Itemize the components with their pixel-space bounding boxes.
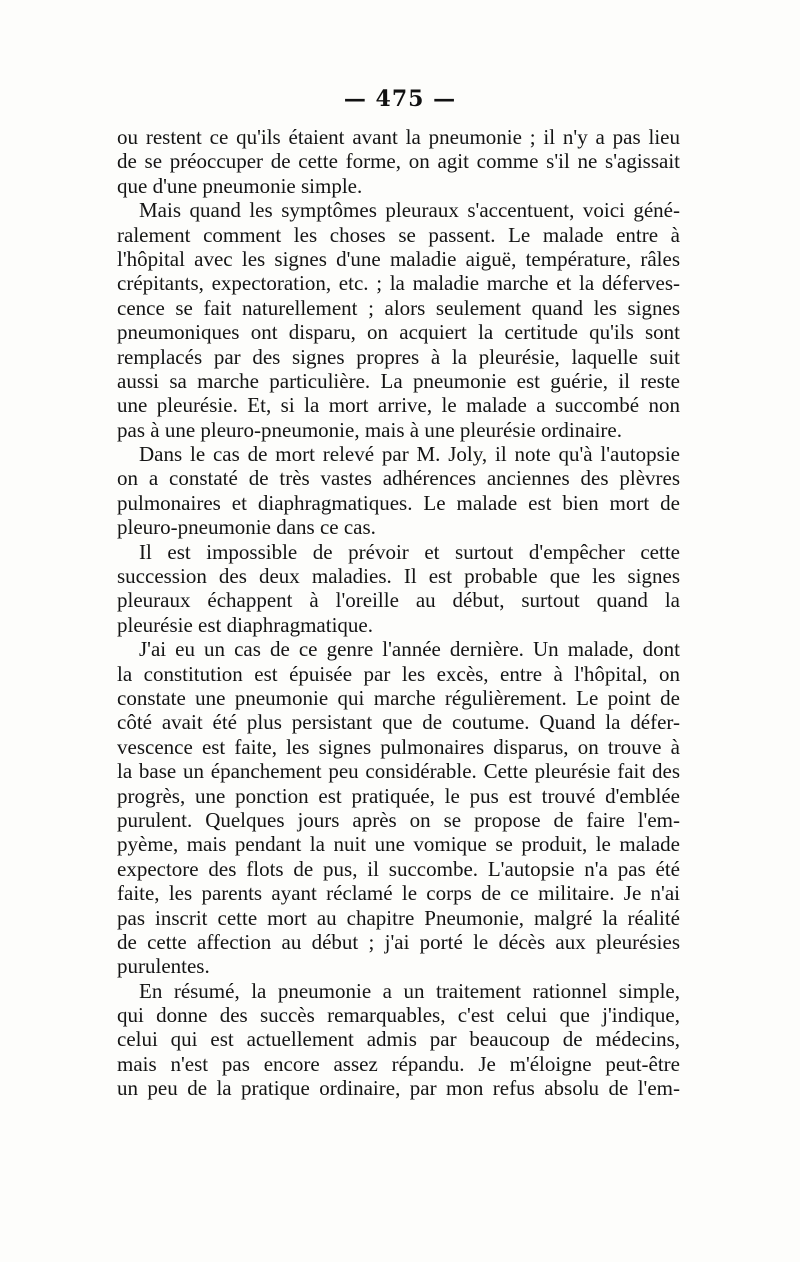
text-line: faite, les parents ayant réclamé le corps de ce militaire. Je n'ai — [117, 881, 680, 906]
text-line: constate une pneumonie qui marche régulièrement. Le point de — [117, 685, 680, 710]
text-line: pleuro-pneumonie dans ce cas. — [117, 515, 376, 540]
text-line: une pleurésie. Et, si la mort arrive, le malade a succombé non — [117, 393, 680, 418]
text-line: pyème, mais pendant la nuit une vomique se produit, le malade — [117, 832, 680, 857]
text-line: crépitants, expectoration, etc. ; la maladie marche et la déferves- — [117, 271, 680, 296]
text-line: purulent. Quelques jours après on se propose de faire l'em- — [117, 807, 680, 832]
text-line: que d'une pneumonie simple. — [117, 173, 363, 198]
text-line: En résumé, la pneumonie a un traitement rationnel simple, — [139, 978, 680, 1003]
text-line: pulmonaires et diaphragmatiques. Le malade est bien mort de — [117, 490, 680, 515]
text-line: cence se fait naturellement ; alors seulement quand les signes — [117, 295, 680, 320]
text-line: Dans le cas de mort relevé par M. Joly, il note qu'à l'autopsie — [139, 442, 680, 467]
text-line: remplacés par des signes propres à la pleurésie, laquelle suit — [117, 344, 680, 369]
text-line: purulentes. — [117, 954, 210, 979]
text-line: un peu de la pratique ordinaire, par mon refus absolu de l'em- — [117, 1076, 680, 1101]
text-line: vescence est faite, les signes pulmonaires disparus, on trouve à — [117, 734, 680, 759]
text-line: la base un épanchement peu considérable. Cette pleurésie fait des — [117, 759, 680, 784]
text-line: de cette affection au début ; j'ai porté le décès aux pleurésies — [117, 929, 680, 954]
text-line: pleuraux échappent à l'oreille au début, surtout quand la — [117, 588, 680, 613]
text-line: on a constaté de très vastes adhérences anciennes des plèvres — [117, 466, 680, 491]
text-line: mais n'est pas encore assez répandu. Je m'éloigne peut-être — [117, 1051, 680, 1076]
text-line: expectore des flots de pus, il succombe. L'autopsie n'a pas été — [117, 856, 680, 881]
text-line: de se préoccuper de cette forme, on agit comme s'il ne s'agissait — [117, 149, 680, 174]
text-line: Mais quand les symptômes pleuraux s'accentuent, voici géné- — [139, 198, 680, 223]
text-line: pas à une pleuro-pneumonie, mais à une pleurésie ordinaire. — [117, 417, 622, 442]
page-number: — 475 — — [343, 86, 457, 112]
text-line: l'hôpital avec les signes d'une maladie aiguë, température, râles — [117, 246, 680, 271]
text-line: pleurésie est diaphragmatique. — [117, 612, 373, 637]
text-line: ralement comment les choses se passent. Le malade entre à — [117, 222, 680, 247]
text-line: progrès, une ponction est pratiquée, le pus est trouvé d'emblée — [117, 783, 680, 808]
text-line: J'ai eu un cas de ce genre l'année dernière. Un malade, dont — [139, 637, 680, 662]
text-line: côté avait été plus persistant que de coutume. Quand la défer- — [117, 710, 680, 735]
text-line: aussi sa marche particulière. La pneumonie est guérie, il reste — [117, 368, 680, 393]
text-line: succession des deux maladies. Il est probable que les signes — [117, 564, 680, 589]
body-text — [117, 125, 680, 1101]
text-line: pas inscrit cette mort au chapitre Pneumonie, malgré la réalité — [117, 905, 680, 930]
text-line: la constitution est épuisée par les excès, entre à l'hôpital, on — [117, 661, 680, 686]
text-line: Il est impossible de prévoir et surtout d'empêcher cette — [139, 539, 680, 564]
text-line: pneumoniques ont disparu, on acquiert la certitude qu'ils sont — [117, 320, 680, 345]
text-line: qui donne des succès remarquables, c'est celui que j'indique, — [117, 1003, 680, 1028]
text-line: celui qui est actuellement admis par beaucoup de médecins, — [117, 1027, 680, 1052]
text-line: ou restent ce qu'ils étaient avant la pneumonie ; il n'y a pas lieu — [117, 125, 680, 149]
